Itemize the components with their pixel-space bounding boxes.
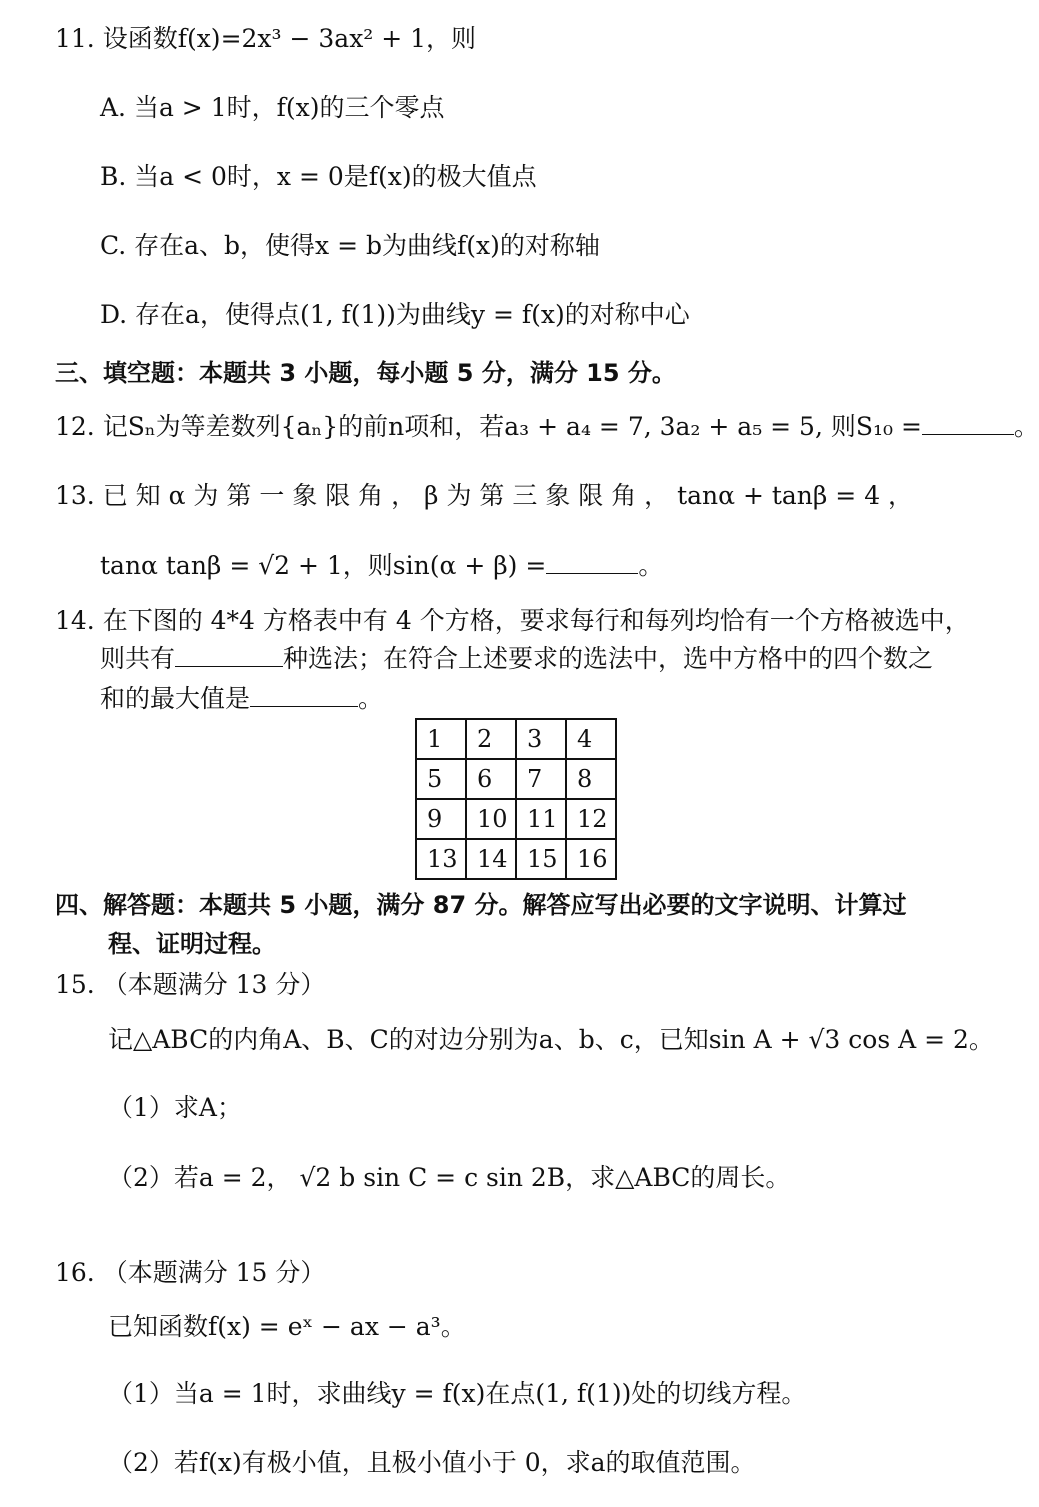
q15-part2: （2）若a = 2， √2 b sin C = c sin 2B，求△ABC的周长。 <box>108 1163 791 1192</box>
q16-stem: 已知函数f(x) = eˣ − ax − a³。 <box>108 1312 466 1341</box>
grid-cell: 7 <box>516 759 566 799</box>
q11-stem: 11. 设函数f(x)=2x³ − 3ax² + 1，则 <box>55 24 477 53</box>
q15-header: 15. （本题满分 13 分） <box>55 970 326 999</box>
grid-cell: 6 <box>466 759 516 799</box>
q12-end: 。 <box>1013 412 1039 441</box>
grid-cell: 15 <box>516 839 566 879</box>
grid-row <box>416 759 616 799</box>
q11-option-b: B. 当a < 0时，x = 0是f(x)的极大值点 <box>100 162 537 191</box>
grid-cell: 11 <box>516 799 566 839</box>
q16-part1: （1）当a = 1时，求曲线y = f(x)在点(1, f(1))处的切线方程。 <box>108 1379 807 1408</box>
grid-cell: 9 <box>416 799 466 839</box>
q11-option-c: C. 存在a、b，使得x = b为曲线f(x)的对称轴 <box>100 231 600 260</box>
grid-cell: 8 <box>566 759 616 799</box>
q14-line2-end: 种选法；在符合上述要求的选法中，选中方格中的四个数之 <box>283 644 934 673</box>
q12-text: 12. 记Sₙ为等差数列{aₙ}的前n项和，若a₃ + a₄ = 7, 3a₂ + a₅ = 5, 则S₁₀ = <box>55 412 922 441</box>
grid-cell: 1 <box>416 719 466 759</box>
q11-option-d: D. 存在a，使得点(1, f(1))为曲线y = f(x)的对称中心 <box>100 300 690 329</box>
grid-row <box>416 719 616 759</box>
grid-cell: 3 <box>516 719 566 759</box>
q16-part2: （2）若f(x)有极小值，且极小值小于 0，求a的取值范围。 <box>108 1448 756 1477</box>
q14-line3-end: 。 <box>358 684 384 713</box>
q13-line1: 13. 已 知 α 为 第 一 象 限 角 ， β 为 第 三 象 限 角 ， tanα + tanβ = 4 ， <box>55 481 914 510</box>
grid-cell: 16 <box>566 839 616 879</box>
grid-cell: 2 <box>466 719 516 759</box>
q13-line2: tanα tanβ = √2 + 1，则sin(α + β) = <box>100 551 547 580</box>
section-3-heading: 三、填空题：本题共 3 小题，每小题 5 分，满分 15 分。 <box>55 359 676 387</box>
grid-cell: 14 <box>466 839 516 879</box>
q12-answer-blank <box>922 412 1014 435</box>
q13-answer-blank <box>546 551 638 574</box>
q14-line1: 14. 在下图的 4*4 方格表中有 4 个方格，要求每行和每列均恰有一个方格被选中， <box>55 606 970 635</box>
q14-line2-start: 则共有 <box>100 644 176 673</box>
q11-option-a: A. 当a > 1时，f(x)的三个零点 <box>100 93 445 122</box>
grid-cell: 10 <box>466 799 516 839</box>
grid-cell: 4 <box>566 719 616 759</box>
q13-end: 。 <box>638 551 664 580</box>
grid-cell: 13 <box>416 839 466 879</box>
section-4-line1: 四、解答题：本题共 5 小题，满分 87 分。解答应写出必要的文字说明、计算过 <box>55 891 907 919</box>
q15-stem: 记△ABC的内角A、B、C的对边分别为a、b、c，已知sin A + √3 cos A = 2。 <box>108 1025 994 1054</box>
grid-cell: 5 <box>416 759 466 799</box>
grid-row <box>416 799 616 839</box>
grid-row <box>416 839 616 879</box>
section-4-line2: 程、证明过程。 <box>108 930 276 958</box>
q14-blank-1 <box>175 644 283 667</box>
q15-part1: （1）求A； <box>108 1093 242 1122</box>
q14-blank-2 <box>250 684 358 707</box>
q16-header: 16. （本题满分 15 分） <box>55 1258 326 1287</box>
q14-line3-start: 和的最大值是 <box>100 684 251 713</box>
number-grid-4x4 <box>415 718 617 880</box>
grid-cell: 12 <box>566 799 616 839</box>
